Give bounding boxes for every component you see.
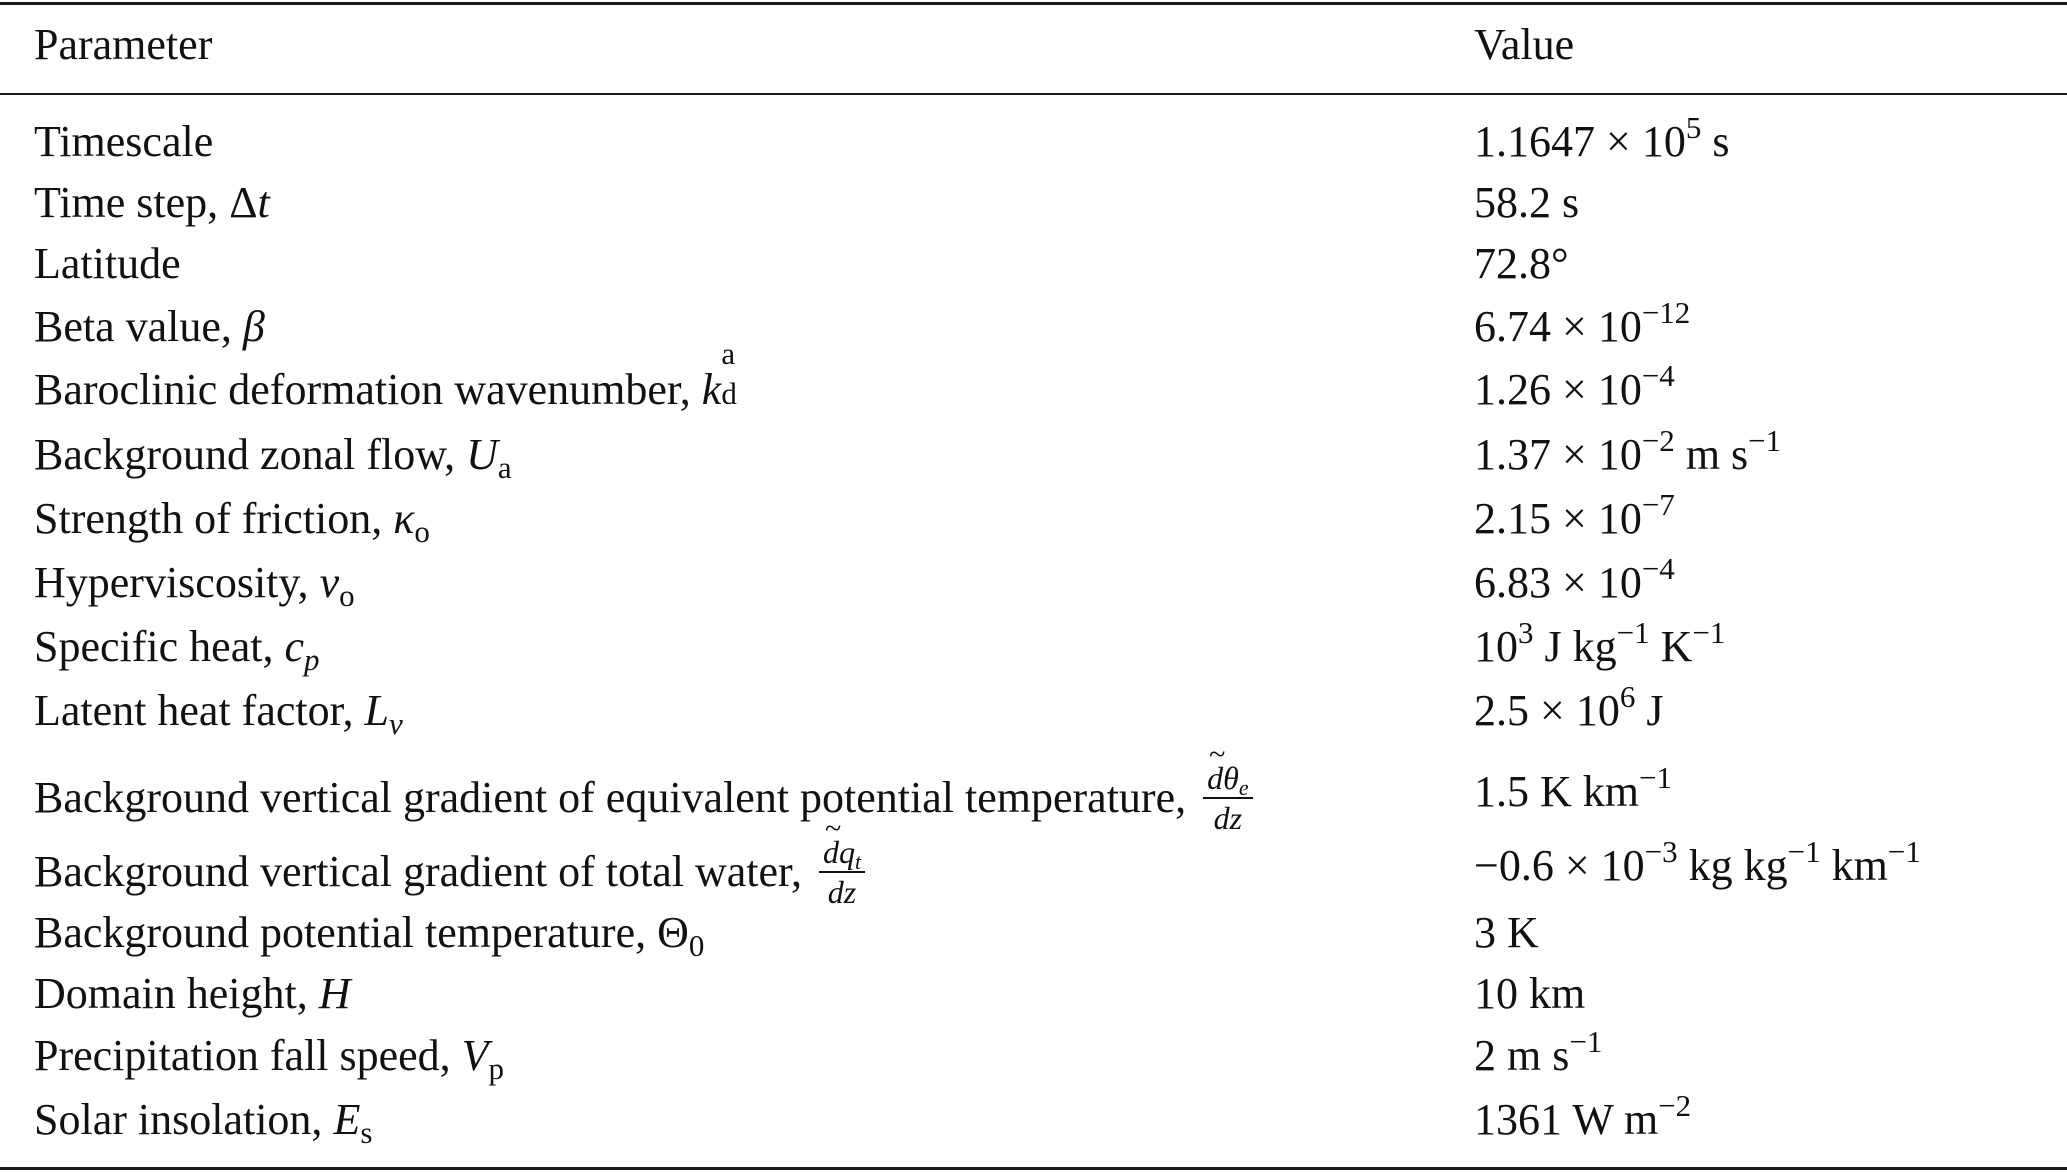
param-value: 1.5 K $km^{-1}$	[1474, 760, 1672, 816]
param-value: 58.2 s	[1474, 178, 1580, 227]
param-value: $6.83 \times 10^{-4}$	[1474, 551, 1675, 607]
param-label: Background zonal flow, $U_a$	[34, 430, 512, 485]
param-label: Precipitation fall speed, $V_p$	[34, 1031, 505, 1086]
param-value: $1.37 \times 10^{-2}$ m $s^{-1}$	[1474, 423, 1782, 479]
param-value: 1361 W $m^{-2}$	[1474, 1088, 1692, 1144]
param-label: Solar insolation, $E_s$	[34, 1095, 373, 1150]
param-value: 10 km	[1474, 969, 1586, 1018]
param-value: $-0.6 \times 10^{-3}$ kg $kg^{-1}$ $km^{-1}$	[1474, 834, 1921, 890]
param-label: Latent heat factor, $L_v$	[34, 686, 403, 741]
param-label: Specific heat, $c_p$	[34, 622, 320, 677]
table-bottom-rule	[0, 1167, 2067, 1170]
param-value: $1.26 \times 10^{-4}$	[1474, 358, 1675, 414]
param-label: Hyperviscosity, $\nu_o$	[34, 558, 355, 613]
param-label: Background vertical gradient of equivalent potential temperature, ~ $\frac{d\theta_e}{dz}$	[34, 766, 1253, 838]
header-value: Value	[1474, 20, 1575, 69]
table-top-rule	[0, 2, 2067, 5]
param-label: Latitude	[34, 239, 181, 288]
param-label: Time step, Δt	[34, 178, 270, 227]
param-value: $10^3$ J $kg^{-1}$ $K^{-1}$	[1474, 615, 1726, 671]
param-label: Background vertical gradient of total water, ~ $\frac{dq_t}{dz}$	[34, 840, 865, 912]
fraction: ~ $\frac{dq_t}{dz}$	[819, 836, 865, 908]
param-label: Beta value, β	[34, 302, 265, 351]
param-value: $1.1647 \times 10^5$ s	[1474, 110, 1730, 166]
param-label: Strength of friction, $\kappa_o$	[34, 494, 430, 549]
param-value: 2 m $s^{-1}$	[1474, 1024, 1603, 1080]
table-header-rule	[0, 93, 2067, 95]
param-value: $6.74 \times 10^{-12}$	[1474, 295, 1691, 351]
param-label: Timescale	[34, 117, 214, 166]
param-value: 72.8°	[1474, 239, 1569, 288]
header-parameter: Parameter	[34, 20, 213, 69]
param-value: 3 K	[1474, 908, 1539, 957]
param-value: $2.5 \times 10^6$ J	[1474, 679, 1664, 735]
param-value: $2.15 \times 10^{-7}$	[1474, 487, 1675, 543]
param-label: Background potential temperature, $\Theta_0$	[34, 908, 705, 963]
fraction: ~ $\frac{d\theta_e}{dz}$	[1203, 762, 1252, 834]
param-label: Baroclinic deformation wavenumber, k a d	[34, 336, 737, 414]
param-label: Domain height, H	[34, 969, 351, 1018]
